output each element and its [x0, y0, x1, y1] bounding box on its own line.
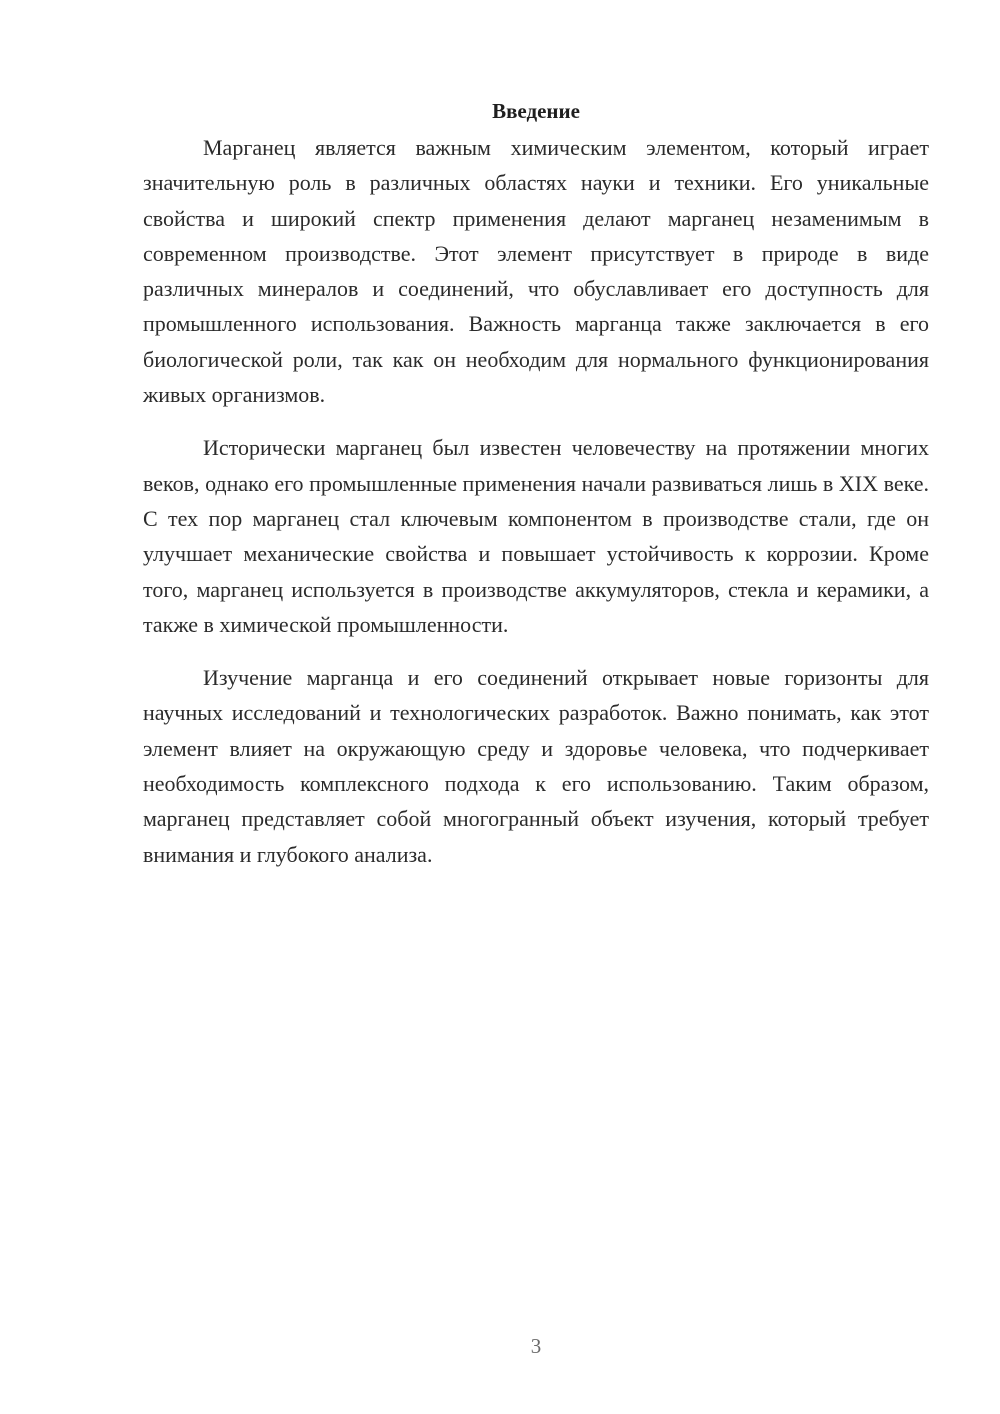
section-heading: Введение — [492, 99, 580, 123]
page-content — [143, 96, 929, 890]
paragraph-2: Исторически марганец был известен человечеству на протяжении многих веков, однако его промышленные применения начали развиваться лишь в XIX веке. С тех пор марганец стал ключевым компонентом в производстве стали, где он улучшает механические свойства и повышает устойчивость к коррозии. Кроме того, марганец используется в производстве аккумуляторов, стекла и керамики, а также в химической промышленности. — [143, 435, 929, 637]
page-number: 3 — [530, 1334, 542, 1358]
paragraph-3: Изучение марганца и его соединений открывает новые горизонты для научных исследований и технологических разработок. Важно понимать, как этот элемент влияет на окружающую среду и здоровье человека, что подчеркивает необходимость комплексного подхода к его использованию. Таким образом, марганец представляет собой многогранный объект изучения, который требует внимания и глубокого анализа. — [143, 665, 929, 867]
paragraph-1: Марганец является важным химическим элементом, который играет значительную роль в различных областях науки и техники. Его уникальные свойства и широкий спектр применения делают марганец незаменимым в современном производстве. Этот элемент присутствует в природе в виде различных минералов и соединений, что обуславливает его доступность для промышленного использования. Важность марганца также заключается в его биологической роли, так как он необходим для нормального функционирования живых организмов. — [143, 135, 929, 408]
